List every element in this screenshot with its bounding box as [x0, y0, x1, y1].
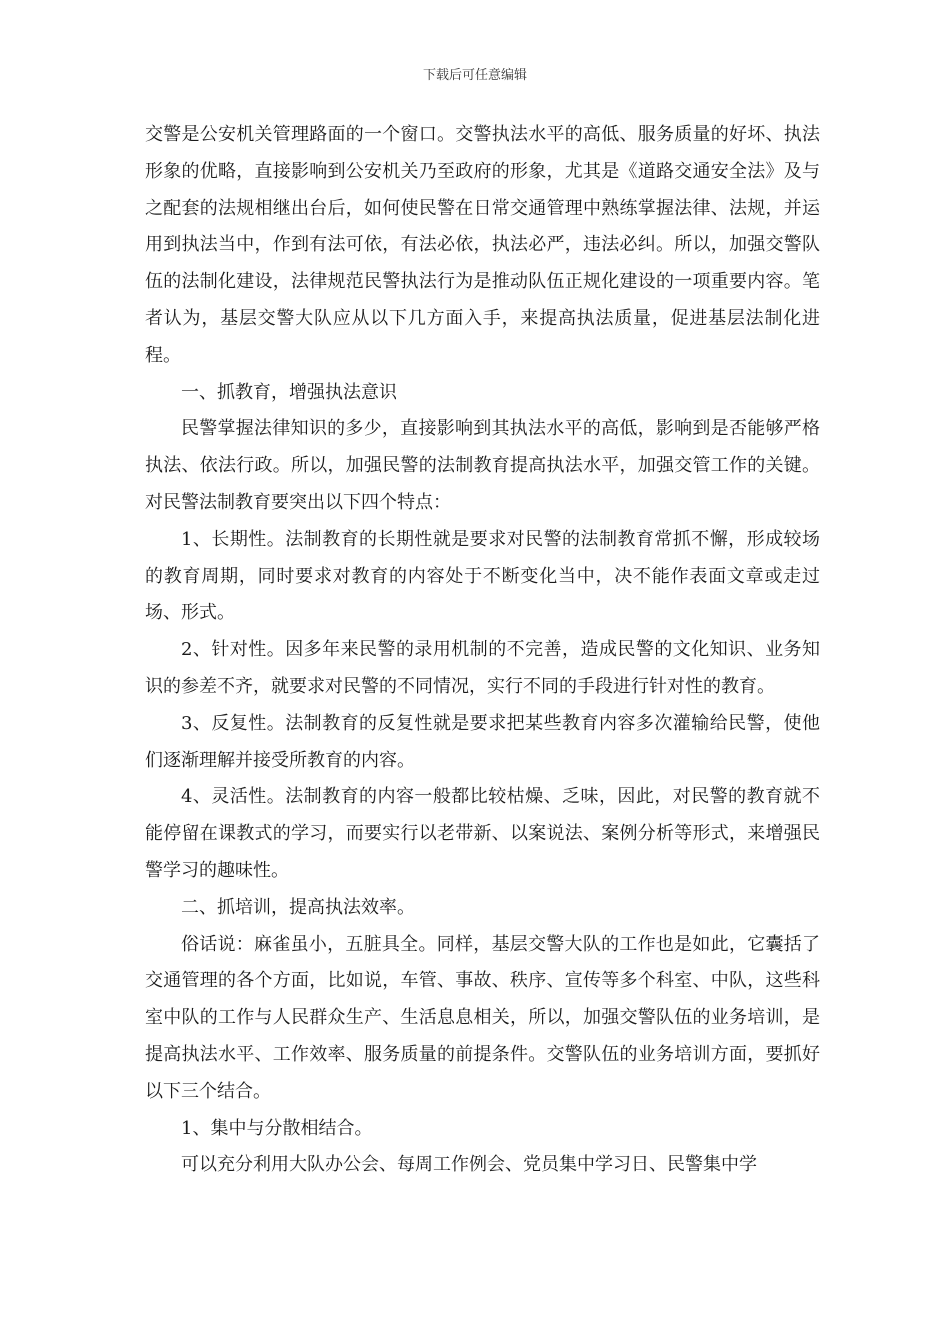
paragraph-training: 俗话说：麻雀虽小，五脏具全。同样，基层交警大队的工作也是如此，它囊括了交通管理的各个方面，比如说，车管、事故、秩序、宣传等多个科室、中队，这些科室中队的工作与人民群众生产、生活息息相关，所以，加强交警队伍的业务培训，是提高执法水平、工作效率、服务质量的前提条件。交警队伍的业务培训方面，要抓好以下三个结合。	[145, 933, 820, 1102]
page-header: 下载后可任意编辑	[422, 68, 527, 83]
list-item-flexible: 4、灵活性。法制教育的内容一般都比较枯燥、乏味，因此，对民警的教育就不能停留在课教式的学习，而要实行以老带新、以案说法、案例分析等形式，来增强民警学习的趣味性。	[145, 786, 820, 881]
list-item-concentrated-dispersed: 1、集中与分散相结合。	[181, 1117, 373, 1139]
paragraph-intro: 交警是公安机关管理路面的一个窗口。交警执法水平的高低、服务质量的好坏、执法形象的优略，直接影响到公安机关乃至政府的形象，尤其是《道路交通安全法》及与之配套的法规相继出台后，如何使民警在日常交通管理中熟练掌握法律、法规，并运用到执法当中，作到有法可依，有法必依，执法必严，违法必纠。所以，加强交警队伍的法制化建设，法律规范民警执法行为是推动队伍正规化建设的一项重要内容。笔者认为，基层交警大队应从以下几方面入手，来提高执法质量，促进基层法制化进程。	[145, 124, 820, 366]
paragraph-meetings: 可以充分利用大队办公会、每周工作例会、党员集中学习日、民警集中学	[181, 1154, 757, 1176]
paragraph-education: 民警掌握法律知识的多少，直接影响到其执法水平的高低，影响到是否能够严格执法、依法行政。所以，加强民警的法制教育提高执法水平，加强交管工作的关键。对民警法制教育要突出以下四个特点：	[145, 418, 820, 513]
list-item-targeted: 2、针对性。因多年来民警的录用机制的不完善，造成民警的文化知识、业务知识的参差不齐，就要求对民警的不同情况，实行不同的手段进行针对性的教育。	[145, 639, 820, 697]
document-body	[145, 117, 820, 1184]
list-item-long-term: 1、长期性。法制教育的长期性就是要求对民警的法制教育常抓不懈，形成较场的教育周期，同时要求对教育的内容处于不断变化当中，决不能作表面文章或走过场、形式。	[145, 528, 820, 624]
section-heading-training: 二、抓培训，提高执法效率。	[181, 896, 415, 918]
list-item-repetitive: 3、反复性。法制教育的反复性就是要求把某些教育内容多次灌输给民警，使他们逐渐理解并接受所教育的内容。	[145, 712, 820, 771]
section-heading-education: 一、抓教育，增强执法意识	[181, 381, 397, 403]
